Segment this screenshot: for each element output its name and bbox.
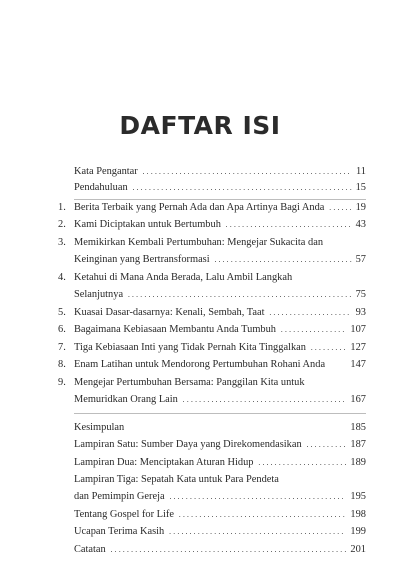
entry-page: 11 bbox=[355, 166, 366, 177]
toc-entry-back[interactable] bbox=[0, 420, 400, 436]
dot-leader bbox=[225, 218, 352, 234]
section-divider bbox=[74, 413, 366, 414]
entry-title: Lampiran Satu: Sumber Daya yang Direkomendasikan bbox=[74, 439, 302, 450]
toc-entry-chapter[interactable] bbox=[0, 235, 400, 251]
entry-title: Memikirkan Kembali Pertumbuhan: Mengejar Sukacita dan bbox=[74, 237, 324, 248]
entry-title: Ketahui di Mana Anda Berada, Lalu Ambil Langkah bbox=[74, 272, 293, 283]
chapter-number: 8. bbox=[58, 359, 66, 370]
entry-title: Lampiran Dua: Menciptakan Aturan Hidup bbox=[74, 457, 254, 468]
dot-leader bbox=[257, 456, 346, 472]
toc-entry-chapter[interactable] bbox=[0, 375, 400, 391]
entry-title: Selanjutnya bbox=[74, 289, 124, 300]
toc-entry-back-continued[interactable] bbox=[0, 489, 400, 505]
dot-leader bbox=[142, 165, 352, 181]
entry-title: Pendahuluan bbox=[74, 182, 128, 193]
dot-leader bbox=[306, 438, 347, 454]
chapter-number: 7. bbox=[58, 342, 66, 353]
dot-leader bbox=[310, 341, 346, 357]
toc-entry-back[interactable] bbox=[0, 507, 400, 523]
entry-title: dan Pemimpin Gereja bbox=[74, 491, 165, 502]
entry-page: 187 bbox=[350, 439, 366, 450]
chapter-number: 3. bbox=[58, 237, 66, 248]
entry-page: 107 bbox=[350, 324, 366, 335]
toc-entry-back[interactable] bbox=[0, 524, 400, 540]
toc-entry-back[interactable] bbox=[0, 542, 400, 558]
entry-title: Memuridkan Orang Lain bbox=[74, 394, 178, 405]
toc-entry-back[interactable] bbox=[0, 437, 400, 453]
page-title: DAFTAR ISI bbox=[119, 111, 281, 140]
toc-entry-front[interactable] bbox=[0, 180, 400, 196]
entry-page: 15 bbox=[355, 182, 366, 193]
chapter-number: 4. bbox=[58, 272, 66, 283]
entry-title: Bagaimana Kebiasaan Membantu Anda Tumbuh bbox=[74, 324, 277, 335]
toc-entry-chapter-continued[interactable] bbox=[0, 252, 400, 268]
entry-page: 93 bbox=[355, 307, 366, 318]
dot-leader bbox=[110, 543, 347, 559]
entry-title: Kuasai Dasar-dasarnya: Kenali, Sembah, Taat bbox=[74, 307, 265, 318]
entry-page: 195 bbox=[350, 491, 366, 502]
entry-title: Keinginan yang Bertransformasi bbox=[74, 254, 210, 265]
dot-leader bbox=[168, 525, 346, 541]
dot-leader bbox=[268, 306, 351, 322]
chapter-number: 1. bbox=[58, 202, 66, 213]
entry-title: Lampiran Tiga: Sepatah Kata untuk Para Pendeta bbox=[74, 474, 279, 485]
entry-title: Ucapan Terima Kasih bbox=[74, 526, 165, 537]
dot-leader bbox=[169, 490, 347, 506]
chapter-number: 6. bbox=[58, 324, 66, 335]
dot-leader bbox=[328, 201, 351, 217]
entry-page: 167 bbox=[350, 394, 366, 405]
chapter-number: 9. bbox=[58, 377, 66, 388]
toc-entry-chapter[interactable] bbox=[0, 217, 400, 233]
toc-entry-chapter-continued[interactable] bbox=[0, 287, 400, 303]
dot-leader bbox=[182, 393, 347, 409]
entry-page: 127 bbox=[350, 342, 366, 353]
entry-title: Catatan bbox=[74, 544, 106, 555]
entry-title: Tentang Gospel for Life bbox=[74, 509, 174, 520]
toc-entry-chapter[interactable] bbox=[0, 305, 400, 321]
entry-title: Kesimpulan bbox=[74, 422, 125, 433]
entry-page: 198 bbox=[350, 509, 366, 520]
entry-title: Mengejar Pertumbuhan Bersama: Panggilan Kita untuk bbox=[74, 377, 305, 388]
toc-entry-back[interactable] bbox=[0, 455, 400, 471]
entry-page: 75 bbox=[355, 289, 366, 300]
entry-title: Kata Pengantar bbox=[74, 166, 138, 177]
entry-title: Berita Terbaik yang Pernah Ada dan Apa Artinya Bagi Anda bbox=[74, 202, 325, 213]
entry-page: 57 bbox=[355, 254, 366, 265]
dot-leader bbox=[127, 288, 352, 304]
entry-page: 185 bbox=[350, 422, 366, 433]
toc-entry-back[interactable] bbox=[0, 472, 400, 488]
toc-entry-front[interactable] bbox=[0, 164, 400, 180]
toc-entry-chapter[interactable] bbox=[0, 322, 400, 338]
entry-title: Enam Latihan untuk Mendorong Pertumbuhan Rohani Anda bbox=[74, 359, 326, 370]
entry-page: 19 bbox=[355, 202, 366, 213]
chapter-number: 2. bbox=[58, 219, 66, 230]
chapter-number: 5. bbox=[58, 307, 66, 318]
entry-page: 43 bbox=[355, 219, 366, 230]
dot-leader bbox=[178, 508, 346, 524]
entry-page: 199 bbox=[350, 526, 366, 537]
toc-entry-chapter[interactable] bbox=[0, 340, 400, 356]
toc-entry-chapter-continued[interactable] bbox=[0, 392, 400, 408]
dot-leader bbox=[132, 181, 352, 197]
entry-page: 201 bbox=[350, 544, 366, 555]
dot-leader bbox=[214, 253, 352, 269]
toc-entry-chapter[interactable] bbox=[0, 200, 400, 216]
dot-leader bbox=[280, 323, 346, 339]
entry-page: 147 bbox=[350, 359, 366, 370]
entry-title: Tiga Kebiasaan Inti yang Tidak Pernah Kita Tinggalkan bbox=[74, 342, 306, 353]
entry-title: Kami Diciptakan untuk Bertumbuh bbox=[74, 219, 221, 230]
toc-entry-chapter[interactable] bbox=[0, 270, 400, 286]
toc-entry-chapter[interactable] bbox=[0, 357, 400, 373]
entry-page: 189 bbox=[350, 457, 366, 468]
